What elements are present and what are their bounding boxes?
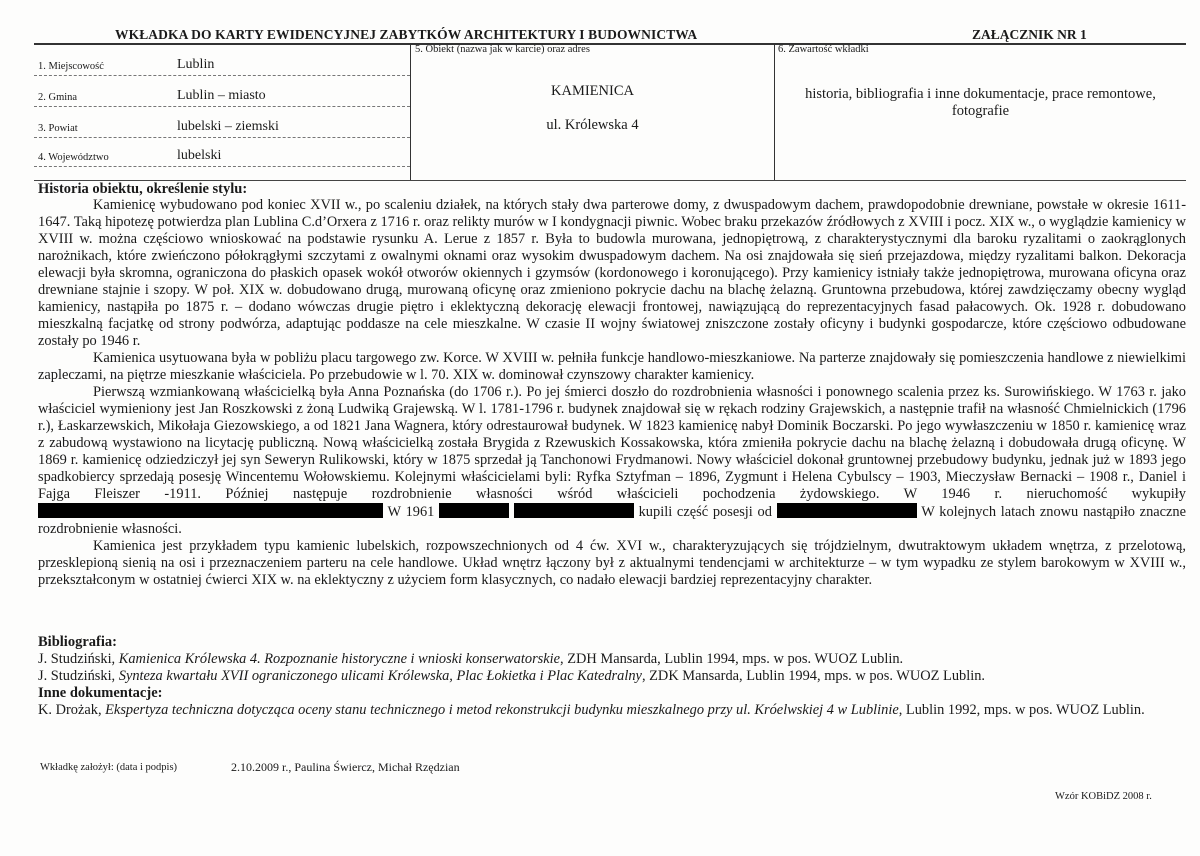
doc-details: , Lublin 1992, mps. w pos. WUOZ Lublin. (898, 702, 1145, 718)
history-text (38, 197, 1186, 589)
contents-line: fotografie (951, 103, 1010, 119)
field-value-commune: Lublin – miasto (177, 88, 266, 103)
row-divider (34, 106, 410, 108)
bib-details: , ZDH Mansarda, Lublin 1994, mps. w pos. WUOZ Lublin. (560, 651, 904, 667)
row-divider (34, 137, 410, 139)
template-version: Wzór KOBiDZ 2008 r. (1055, 791, 1152, 802)
table-divider (410, 44, 411, 181)
row-divider (34, 75, 410, 77)
field-label-county: 3. Powiat (38, 123, 78, 134)
bib-author: J. Studziński, (38, 668, 119, 684)
redaction-block (514, 503, 634, 518)
text-span: W 1961 (387, 504, 435, 520)
field-value-voivodeship: lubelski (177, 148, 222, 163)
bibliography-heading: Bibliografia: (38, 634, 117, 650)
redaction-block (439, 503, 509, 518)
text-span: Pierwszą wzmiankowaną właścicielką była Anna Poznańska (do 1706 r.). Po jej śmierci doszło do rozdrobnienia własności i ponownego scalenia przez ks. Surowińskiego. W 1763 r. jako właściciel wymieniony jest Jan Roszkowski z żoną Ludwiką Grajewską. W l. 1781-1796 r. budynek znajdował się w rękach rodziny Grajewskich, a następnie trafił na własność Chmielnickich (1796 r.), Łaskarzewskich, Mikołaja Giezowskiego, a od 1821 Jana Wagnera, który odrestaurował budynek. W 1823 kamienicę nabył Dominik Boczarski. Po jego wywłaszczeniu w 1850 r. kamienicę wraz z zabudową wystawiono na licytację publiczną. Nową właścicielką została Brygida z Rzewuskich Kossakowska, która zmieniła pokrycie dachu na blachę żelazną i dobudowała drugą oficynę. W 1869 r. kamienicę odziedziczył jej syn Seweryn Rulikowski, który w 1875 sprzedał ją Tanchonowi Frydmanowi. Nowy właściciel dokonał gruntownej przebudowy budynku, jednak już w 1893 jego spadkobiercy sprzedają posesję Wincentemu Wołowskiemu. Kolejnymi właścicielami byli: Ryfka Sztyfman – 1896, Zygmunt i Helena Cybulscy – 1903, Mieczysław Bernacki – 1908 r., Daniel i Fajga Fleiszer -1911. Później następuje rozdrobnienie własności wśród właścicieli pochodzenia żydowskiego. W 1946 r. nieruchomość wykupiły (38, 384, 1186, 502)
document-title: WKŁADKA DO KARTY EWIDENCYJNEJ ZABYTKÓW ARCHITEKTURY I BUDOWNICTWA (115, 27, 698, 42)
bibliography-section (38, 634, 1186, 719)
history-paragraph: Kamienicę wybudowano pod koniec XVII w., po scaleniu działek, na których stały dwa parterowe domy, z dwuspadowym dachem, prawdopodobnie drewniane, powstałe w okresie 1611-1647. Taką hipotezę potwierdza plan Lublina C.d’Orxera z 1716 r. oraz relikty murów w I kondygnacji piwnic. Wobec braku przekazów źródłowych z XVIII i pocz. XIX w., o wyglądzie kamienicy w XVIII w. można częściowo wnioskować na podstawie rysunku A. Lerue z 1857 r. Była to budowla murowana, jednopiętrową, z charakterystycznymi dla baroku ryzalitami o zaokrąglonych narożnikach, które zwieńczono półokrągłymi szczytami z owalnymi oknami oraz wysokim dwuspadowym dachem. Na osi znajdowała się sień przejazdowa, między ryzalitami balkon. Dekoracja elewacji była skromna, ograniczona do płaskich opasek wokół otworów okiennych i gzymsów (kordonowego i koronującego). Przy kamienicy istniały także jednopiętrowa, murowana oficyna oraz drewniane stajnie i szopy. W poł. XIX w. dobudowano drugą, murowaną oficynę oraz zmieniono pokrycie dachu na blachę żelazną. Gruntowna przebudowa, której zawdzięczamy obecny wygląd kamienicy, nastąpiła po 1875 r. – dodano wówczas drugie piętro i eklektyczną dekorację elewacji frontowej, nawiązującą do reprezentacyjnych fasad pałacowych. Ok. 1928 r. dobudowano mieszkalną facjatkę od strony podwórza, adaptując poddasze na cele mieszkalne. W czasie II wojny światowej zniszczone zostały oficyny i budynki gospodarcze, które częściowo odbudowane zostały po 1946 r. (38, 197, 1186, 349)
annex-label: ZAŁĄCZNIK NR 1 (972, 27, 1087, 42)
redaction-block (777, 503, 917, 518)
field-label-commune: 2. Gmina (38, 92, 78, 103)
history-paragraph (38, 384, 1186, 538)
contents-label: 6. Zawartość wkładki (778, 44, 869, 55)
bib-details: , ZDK Mansarda, Lublin 1994, mps. w pos. WUOZ Lublin. (641, 668, 986, 684)
object-name: KAMIENICA (551, 83, 634, 99)
created-by-label: Wkładkę założył: (data i podpis) (40, 762, 178, 773)
history-paragraph: Kamienica usytuowana była w pobliżu placu targowego zw. Korce. W XVIII w. pełniła funkcje handlowo-mieszkaniowe. Na parterze znajdowały się pomieszczenia handlowe z niewielkimi zapleczami, na piętrze mieszkanie właściciela. Po przebudowie w l. 70. XIX w. dominował czynszowy charakter kamienicy. (38, 350, 1186, 383)
field-label-locality: 1. Miejscowość (38, 61, 104, 72)
history-paragraph: Kamienica jest przykładem typu kamienic lubelskich, rozpowszechnionych od 4 ćw. XVI w., charakteryzujących się trójdzielnym, dwutraktowym układem wnętrza, z przelotową, przesklepioną sienią na osi i przeznaczeniem parteru na cele handlowe. Układ wnętrz łączony był z aktualnymi tendencjami w architekturze – w tym wypadku ze stylem barokowym w XVIII w., przekształconym w ostatniej ćwierci XIX w. na eklektyczny z użyciem form klasycznych, co nadało elewacji bardziej reprezentacyjny charakter. (38, 538, 1186, 588)
created-by-value: 2.10.2009 r., Paulina Świercz, Michał Rzędzian (231, 760, 460, 774)
object-address: ul. Królewska 4 (546, 117, 639, 133)
row-divider (34, 166, 410, 168)
bib-author: J. Studziński, (38, 651, 119, 667)
field-value-county: lubelski – ziemski (177, 119, 279, 134)
field-label-voivodeship: 4. Województwo (38, 152, 109, 163)
redaction-block (38, 503, 383, 518)
other-docs-item (38, 702, 1186, 719)
field-value-locality: Lublin (177, 57, 215, 72)
doc-title: Ekspertyza techniczna dotycząca oceny stanu technicznego i metod rekonstrukcji budynku mieszkalnego przy ul. Króelwskiej 4 w Lublinie (105, 702, 899, 718)
bib-title: Synteza kwartału XVII ograniczonego ulicami Królewska, Plac Łokietka i Plac Katedralny (118, 668, 642, 684)
bibliography-item (38, 651, 1186, 668)
history-heading: Historia obiektu, określenie stylu: (38, 181, 248, 197)
object-label: 5. Obiekt (nazwa jak w karcie) oraz adres (415, 44, 590, 55)
text-span: kupili część posesji od (638, 504, 772, 520)
doc-author: K. Drożak, (38, 702, 106, 718)
other-docs-heading: Inne dokumentacje: (38, 685, 163, 701)
text-span: W kolejnych latach znowu nastąpiło znaczne rozdrobnienie własności. (38, 504, 1187, 537)
contents-value (775, 86, 1186, 120)
contents-line: historia, bibliografia i inne dokumentacje, prace remontowe, (805, 86, 1156, 102)
bib-title: Kamienica Królewska 4. Rozpoznanie historyczne i wnioski konserwatorskie (118, 651, 561, 667)
table-top-border (34, 43, 1186, 45)
bibliography-item (38, 668, 1186, 685)
